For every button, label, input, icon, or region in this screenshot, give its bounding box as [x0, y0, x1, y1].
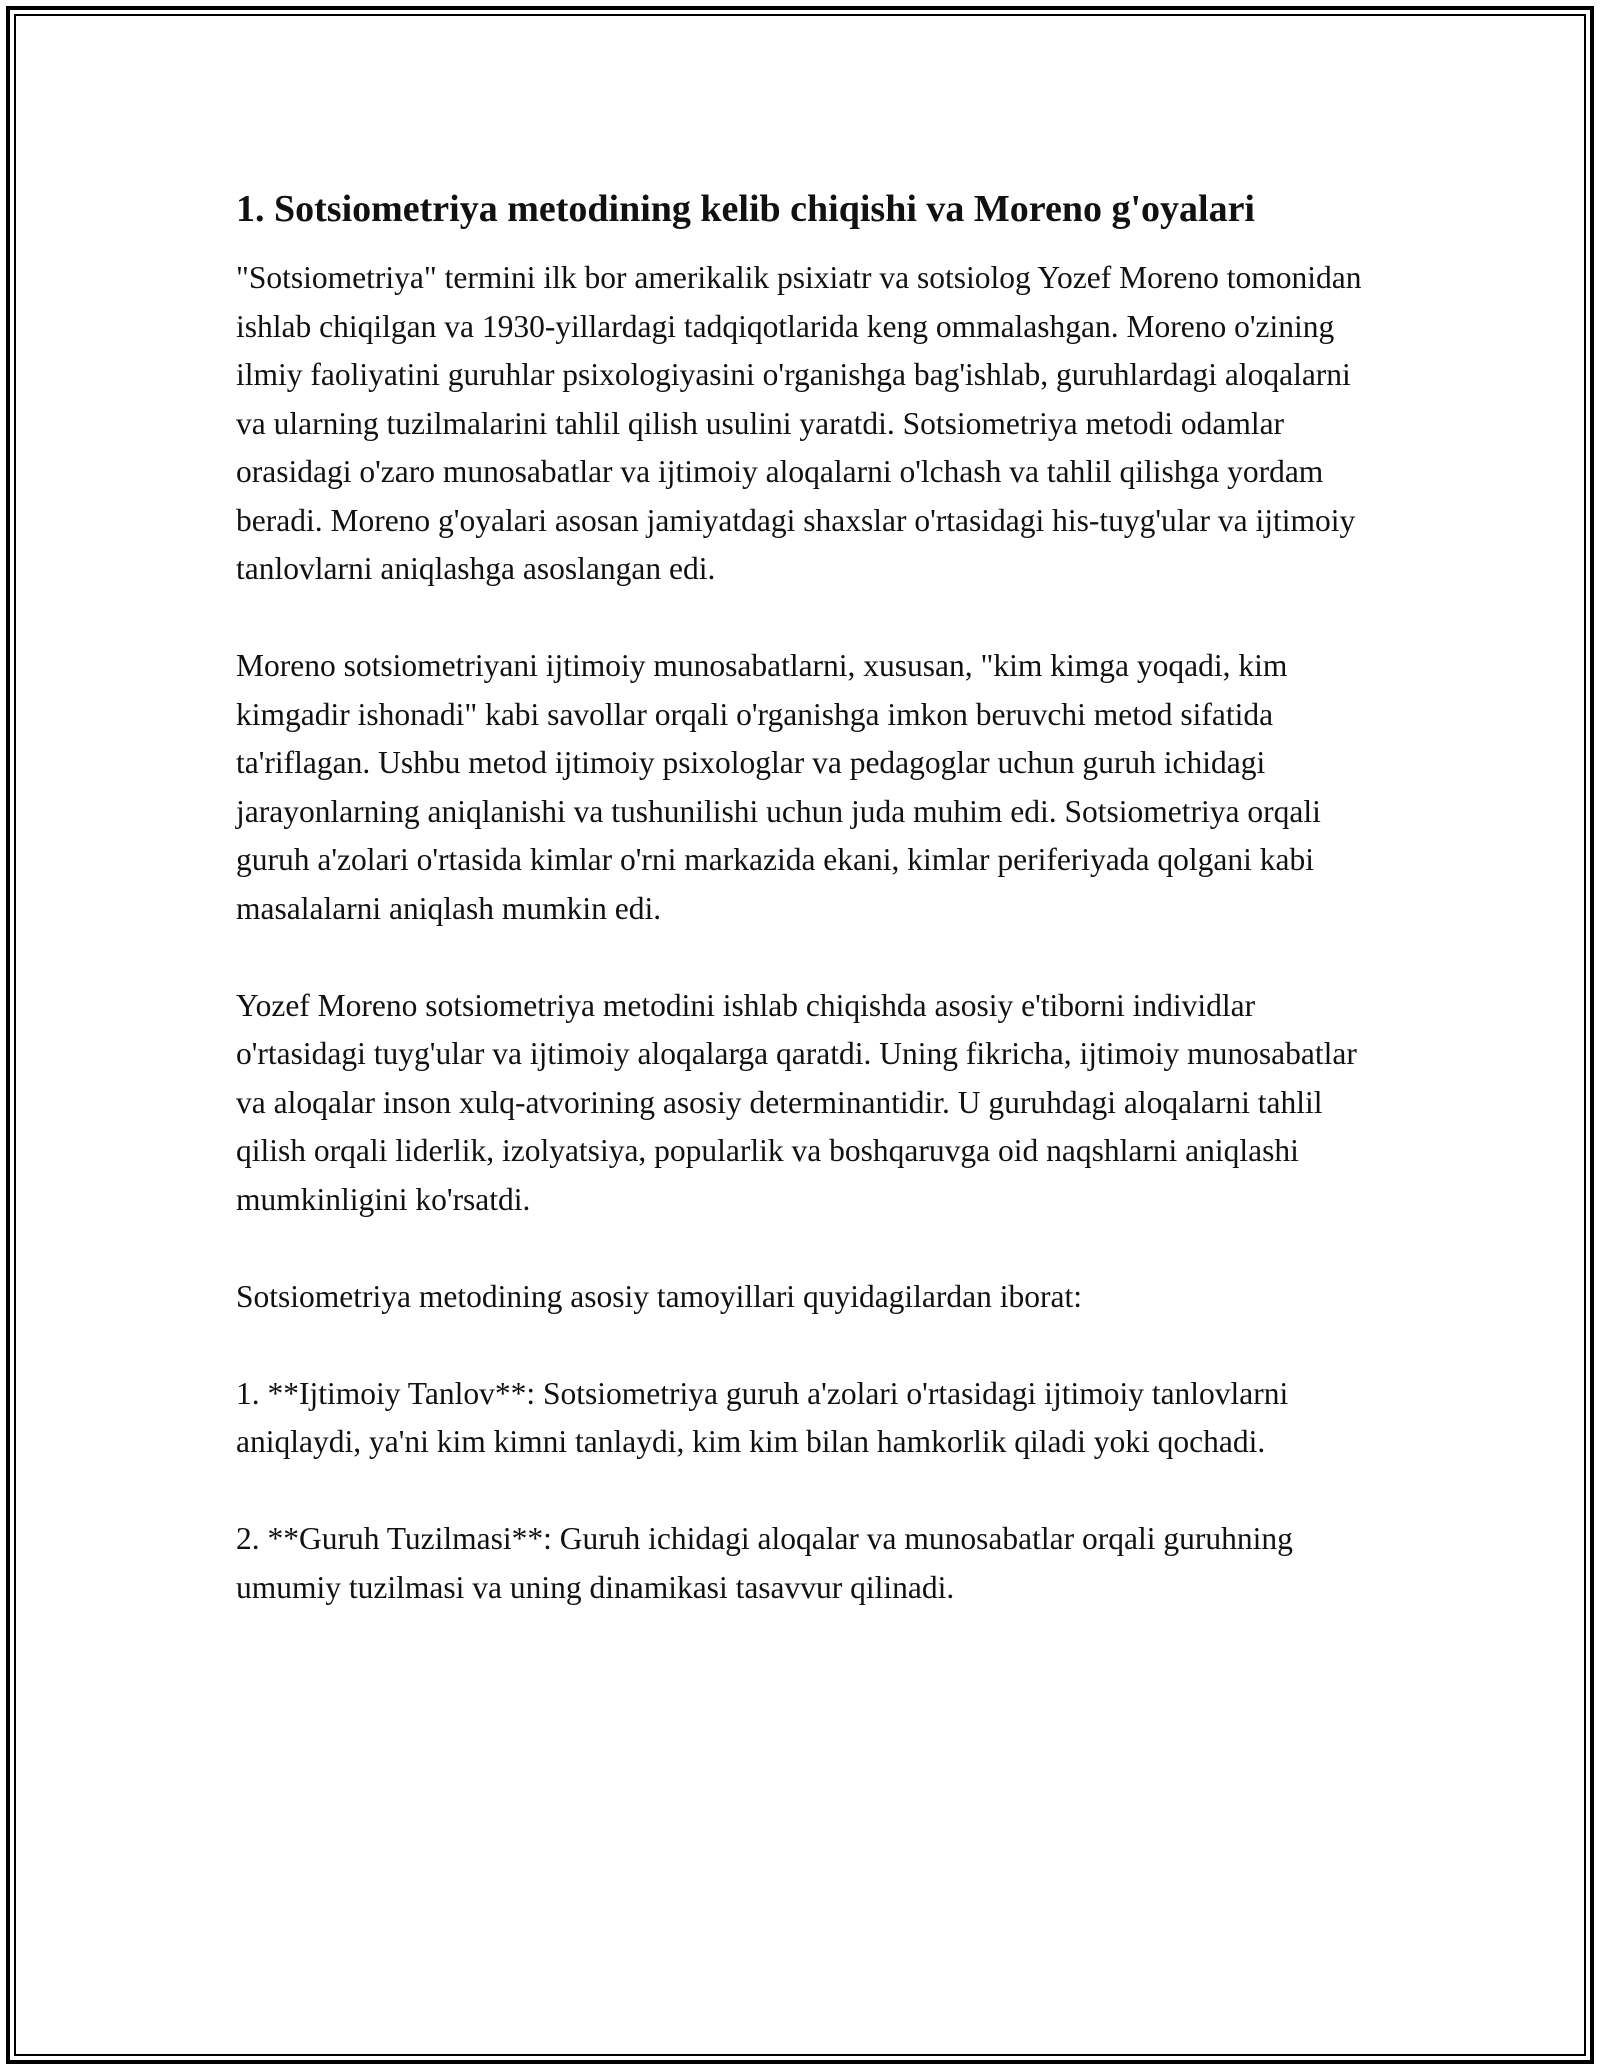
paragraph-focus: Yozef Moreno sotsiometriya metodini ishlab chiqishda asosiy e'tiborni individlar o'rtasidagi tuyg'ular va ijtimoiy aloqalarga qaratdi. Uning fikricha, ijtimoiy munosabatlar va aloqalar inson xulq-atvorining asosiy determinantidir. U guruhdagi aloqalarni tahlil qilish orqali liderlik, izolyatsiya, popularlik va boshqaruvga oid naqshlarni aniqlashi mumkinligini ko'rsatdi.: [236, 987, 1357, 1217]
paragraph-definition: Moreno sotsiometriyani ijtimoiy munosabatlarni, xususan, "kim kimga yoqadi, kim kimgadir ishonadi" kabi savollar orqali o'rganishga imkon beruvchi metod sifatida ta'riflagan. Ushbu metod ijtimoiy psixologlar va pedagoglar uchun guruh ichidagi jarayonlarning aniqlanishi va tushunilishi uchun juda muhim edi. Sotsiometriya orqali guruh a'zolari o'rtasida kimlar o'rni markazida ekani, kimlar periferiyada qolgani kabi masalalarni aniqlash mumkin edi.: [236, 648, 1321, 926]
list-item-social-choice: 1. **Ijtimoiy Tanlov**: Sotsiometriya guruh a'zolari o'rtasidagi ijtimoiy tanlovlarni aniqlaydi, ya'ni kim kimni tanlaydi, kim kim bilan hamkorlik qiladi yoki qochadi.: [236, 1375, 1289, 1459]
document-body: [236, 186, 1376, 1661]
section-heading: 1. Sotsiometriya metodining kelib chiqishi va Moreno g'oyalari: [236, 188, 1255, 230]
paragraph-principles-intro: Sotsiometriya metodining asosiy tamoyillari quyidagilardan iborat:: [236, 1278, 1082, 1314]
list-item-group-structure: 2. **Guruh Tuzilmasi**: Guruh ichidagi aloqalar va munosabatlar orqali guruhning umumiy tuzilmasi va uning dinamikasi tasavvur qilinadi.: [236, 1521, 1293, 1605]
paragraph-intro: "Sotsiometriya" termini ilk bor amerikalik psixiatr va sotsiolog Yozef Moreno tomonidan ishlab chiqilgan va 1930-yillardagi tadqiqotlarida keng ommalashgan. Moreno o'zining ilmiy faoliyatini guruhlar psixologiyasini o'rganishga bag'ishlab, guruhlardagi aloqalarni va ularning tuzilmalarini tahlil qilish usulini yaratdi. Sotsiometriya metodi odamlar orasidagi o'zaro munosabatlar va ijtimoiy aloqalarni o'lchash va tahlil qilishga yordam beradi. Moreno g'oyalari asosan jamiyatdagi shaxslar o'rtasidagi his-tuyg'ular va ijtimoiy tanlovlarni aniqlashga asoslangan edi.: [236, 260, 1362, 586]
